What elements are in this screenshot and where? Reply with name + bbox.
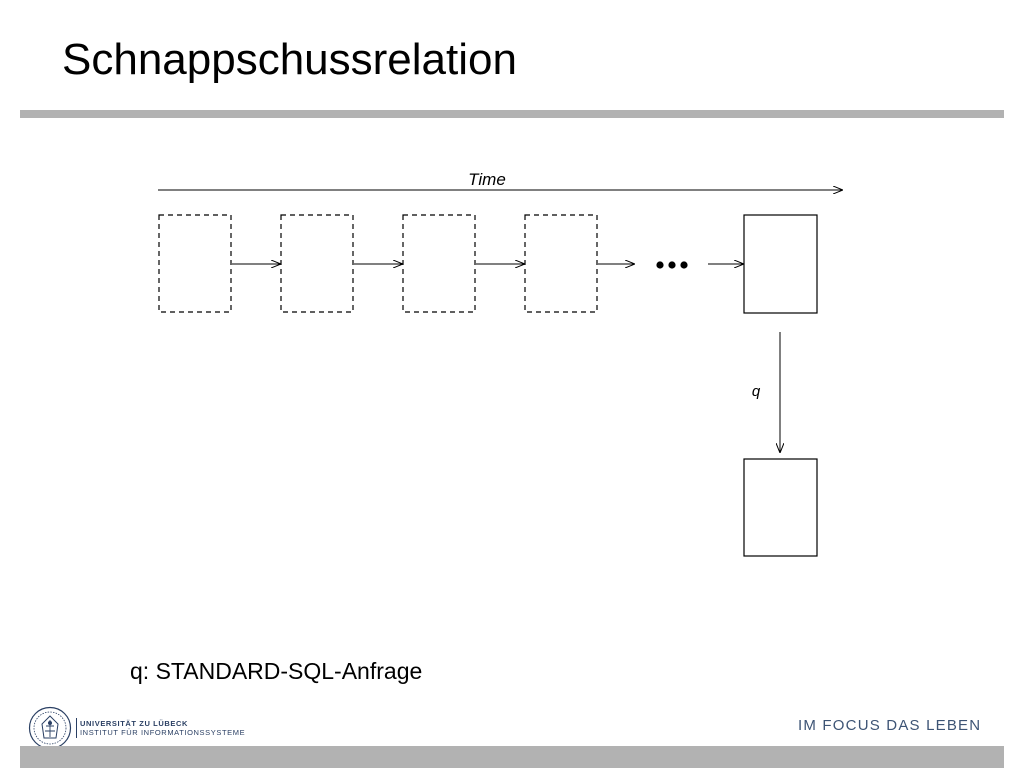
- university-seal-icon: [28, 706, 72, 750]
- institute-name: INSTITUT FÜR INFORMATIONSSYSTEME: [80, 728, 246, 737]
- snapshot-box-4: [525, 215, 597, 312]
- snapshot-box-2: [281, 215, 353, 312]
- ellipsis-dot-2: [668, 261, 675, 268]
- ellipsis-dot-1: [656, 261, 663, 268]
- university-name: UNIVERSITÄT ZU LÜBECK: [80, 719, 189, 728]
- query-result-box: [744, 459, 817, 556]
- ellipsis-dot-3: [680, 261, 687, 268]
- query-caption: q: STANDARD-SQL-Anfrage: [130, 658, 423, 684]
- slide-footer: [0, 700, 1024, 768]
- time-label: Time: [468, 170, 506, 189]
- footer-bar: [20, 746, 1004, 768]
- brand-divider: [76, 718, 77, 738]
- snapshot-box-3: [403, 215, 475, 312]
- university-slogan: IM FOCUS DAS LEBEN: [798, 717, 982, 734]
- query-label: q: [751, 383, 761, 400]
- page-title: Schnappschussrelation: [62, 35, 517, 84]
- current-snapshot-box: [744, 215, 817, 313]
- snapshot-box-1: [159, 215, 231, 312]
